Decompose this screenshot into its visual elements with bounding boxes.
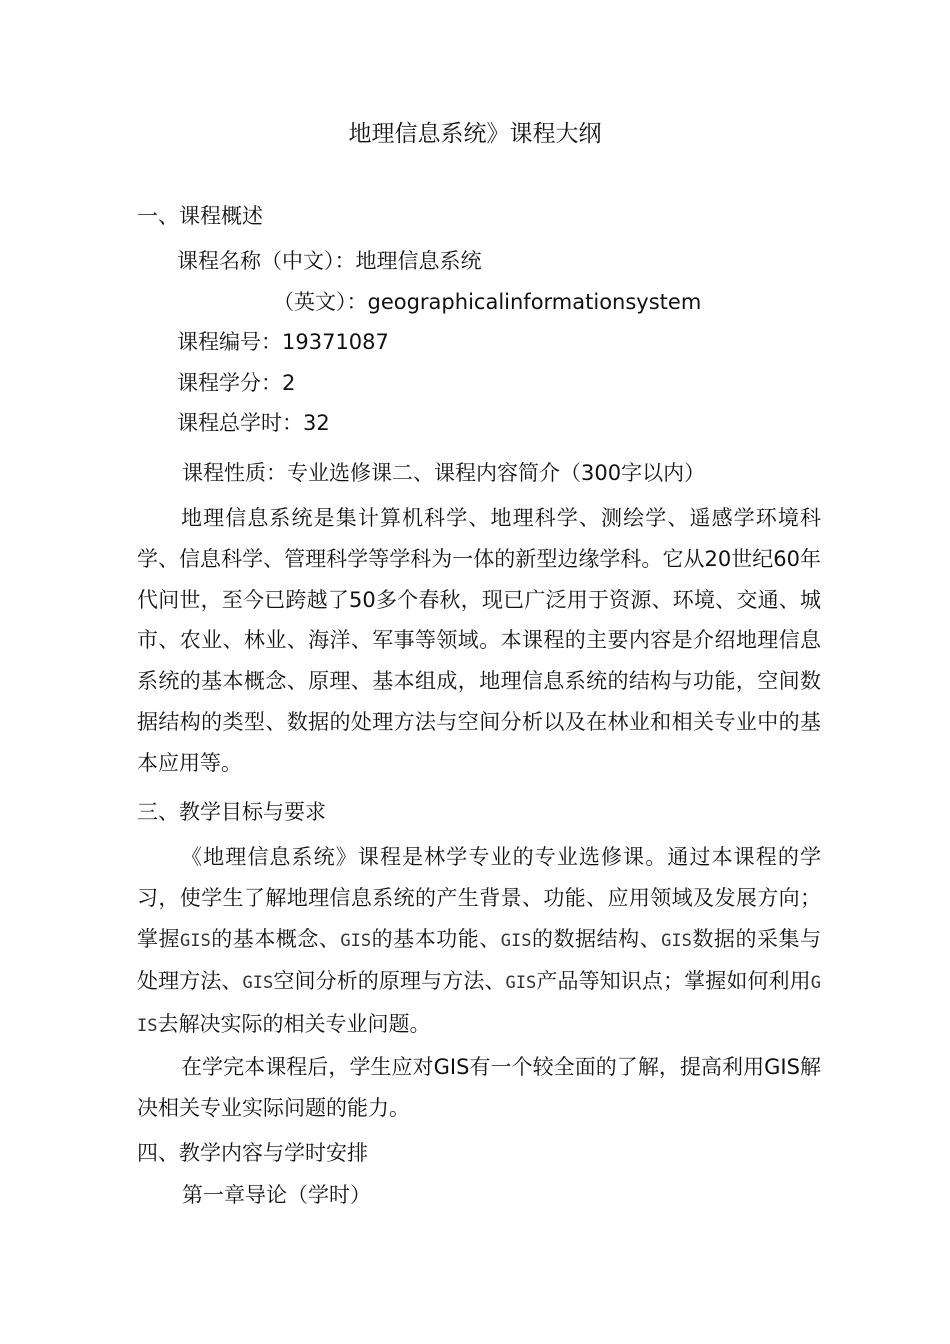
course-name-en-label: （英文）： [273, 290, 368, 314]
gis-term: GIS [500, 930, 532, 951]
course-name-en-value: geographicalinformationsystem [367, 290, 702, 314]
chapter-1-heading: 第一章导论（学时） [182, 1183, 371, 1207]
gis-term: GIS [180, 930, 211, 951]
course-name-en-row [273, 287, 701, 317]
course-credits-value: 2 [282, 371, 296, 395]
course-code-row [177, 327, 389, 357]
section-heading-overview: 一、课程概述 [137, 204, 263, 228]
course-code-label: 课程编号： [177, 330, 282, 354]
goals-text: 数据的采集与处理方法、 [137, 926, 822, 994]
goals-text: 空间分析的原理与方法、 [273, 969, 506, 994]
course-name-cn-value: 地理信息系统 [355, 249, 482, 273]
course-name-cn-label: 课程名称（中文）： [177, 249, 356, 273]
section-heading-content: 四、教学内容与学时安排 [137, 1141, 368, 1165]
after-course-paragraph: 在学完本课程后，学生应对GIS有一个较全面的了解，提高利用GIS解决相关专业实际问题的能力。 [137, 1055, 821, 1120]
gis-term: GIS [661, 930, 692, 951]
gis-term: GIS [242, 973, 274, 994]
goals-text: 去解决实际的相关专业问题。 [157, 1012, 431, 1037]
course-name-cn-row [177, 246, 482, 276]
course-credits-row [177, 368, 295, 398]
course-hours-row [177, 408, 330, 438]
course-hours-value: 32 [303, 411, 330, 435]
goals-paragraph [137, 837, 821, 1047]
goals-text: 产品等知识点；掌握如何利用 [536, 969, 811, 994]
course-hours-label: 课程总学时： [177, 411, 303, 435]
section-heading-goals: 三、教学目标与要求 [137, 800, 326, 824]
gis-term: GIS [340, 930, 372, 951]
course-credits-label: 课程学分： [177, 371, 282, 395]
goals-text: 的基本概念、 [210, 926, 341, 951]
course-code-value: 19371087 [282, 330, 389, 354]
course-intro-paragraph: 地理信息系统是集计算机科学、地理科学、测绘学、遥感学环境科学、信息科学、管理科学等学科为一体的新型边缘学科。它从20世纪60年代问世，至今已跨越了50多个春秋，现已广泛用于资源、环境、交通、城市、农业、林业、海洋、军事等领域。本课程的主要内容是介绍地理信息系统的基本概念、原理、基本组成，地理信息系统的结构与功能，空间数据结构的类型、数据的处理方法与空间分析以及在林业和相关专业中的基本应用等。 [137, 506, 821, 775]
gis-term: GIS [137, 973, 822, 1037]
gis-term: GIS [505, 973, 537, 994]
goals-text: 《地理信息系统》课程是林学专业的专业选修课。通过本课程的学习，使学生了解地理信息系统的产生背景、功能、应用领域及发展方向；掌握 [137, 845, 821, 951]
course-nature-line: 课程性质：专业选修课二、课程内容简介（300字以内） [182, 461, 706, 485]
page-title: 地理信息系统》课程大纲 [348, 121, 602, 147]
goals-text: 的基本功能、 [371, 926, 501, 951]
goals-text: 的数据结构、 [531, 926, 662, 951]
